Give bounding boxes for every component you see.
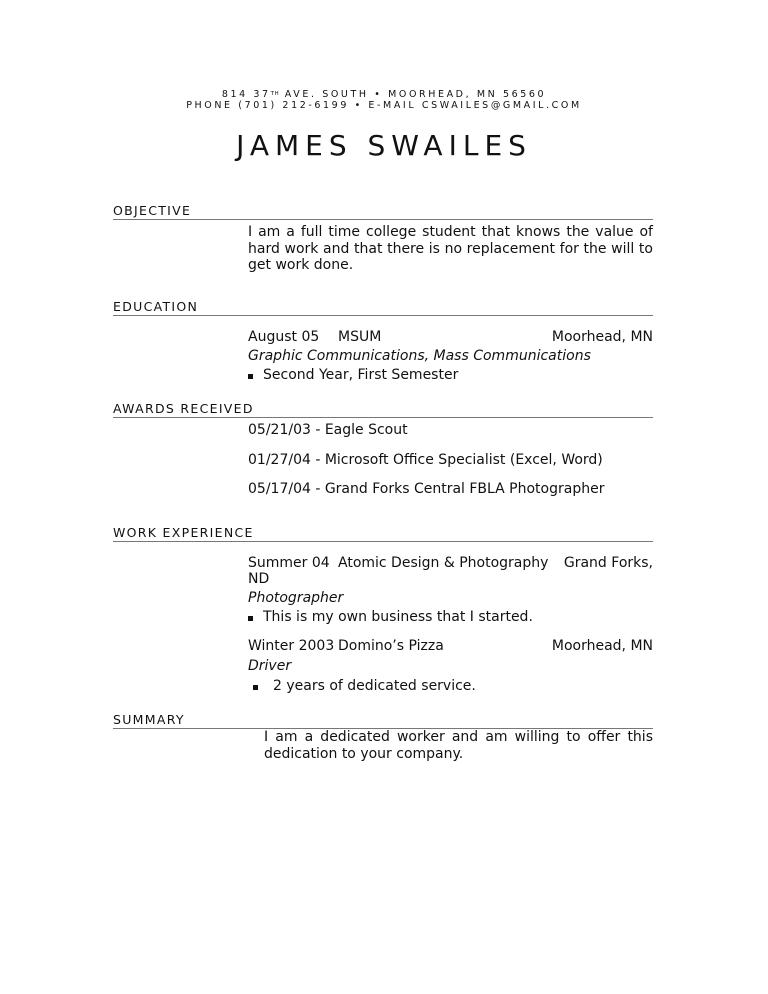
job-bullet-text: This is my own business that I started. (263, 609, 533, 625)
job-date: Winter 2003 (248, 638, 335, 654)
education-row (248, 329, 653, 346)
education-heading (113, 300, 653, 316)
education-majors: Graphic Communications, Mass Communications (248, 348, 591, 364)
job-row (248, 638, 653, 655)
address-street: AVE. SOUTH • MOORHEAD, MN 56560 (279, 89, 547, 100)
address-number: 814 37 (221, 89, 271, 100)
education-location: Moorhead, MN (551, 329, 653, 345)
job-location: Moorhead, MN (551, 638, 653, 654)
objective-heading (113, 204, 653, 220)
job-location: Grand Forks, (563, 555, 653, 571)
summary-heading (113, 713, 653, 729)
work-experience-heading (113, 526, 653, 542)
work-experience-heading-label: WORK EXPERIENCE (113, 525, 254, 540)
awards-heading (113, 402, 653, 418)
objective-text: I am a full time college student that knows the value of hard work and that there is no replacement for the will to get work done. (248, 224, 653, 273)
applicant-name: JAMES SWAILES (236, 129, 532, 162)
education-school: MSUM (338, 329, 382, 345)
bullet-square-icon (248, 374, 253, 379)
job-row (248, 555, 653, 572)
job-location-continued: ND (248, 571, 270, 587)
job-title: Photographer (248, 590, 344, 606)
award-item: 05/21/03 - Eagle Scout (248, 422, 408, 438)
job-bullet-text: 2 years of dedicated service. (273, 678, 476, 694)
job-date: Summer 04 (248, 555, 330, 571)
job-employer: Atomic Design & Photography (338, 555, 549, 571)
job-title: Driver (248, 658, 292, 674)
bullet-square-icon (248, 616, 253, 621)
address-ordinal-suffix: TH (270, 91, 280, 97)
job-employer: Domino’s Pizza (338, 638, 444, 654)
summary-heading-label: SUMMARY (113, 712, 185, 727)
awards-heading-label: AWARDS RECEIVED (113, 401, 254, 416)
award-item: 05/17/04 - Grand Forks Central FBLA Photographer (248, 481, 605, 497)
contact-line: PHONE (701) 212-6199 • E-MAIL CSWAILES@GMAIL.COM (186, 100, 582, 111)
education-date: August 05 (248, 329, 320, 345)
summary-text: I am a dedicated worker and am willing to offer this dedication to your company. (264, 729, 653, 762)
award-item: 01/27/04 - Microsoft Office Specialist (Excel, Word) (248, 452, 603, 468)
education-bullet-text: Second Year, First Semester (263, 367, 459, 383)
education-heading-label: EDUCATION (113, 299, 199, 314)
bullet-square-icon (253, 685, 258, 690)
objective-heading-label: OBJECTIVE (113, 203, 192, 218)
